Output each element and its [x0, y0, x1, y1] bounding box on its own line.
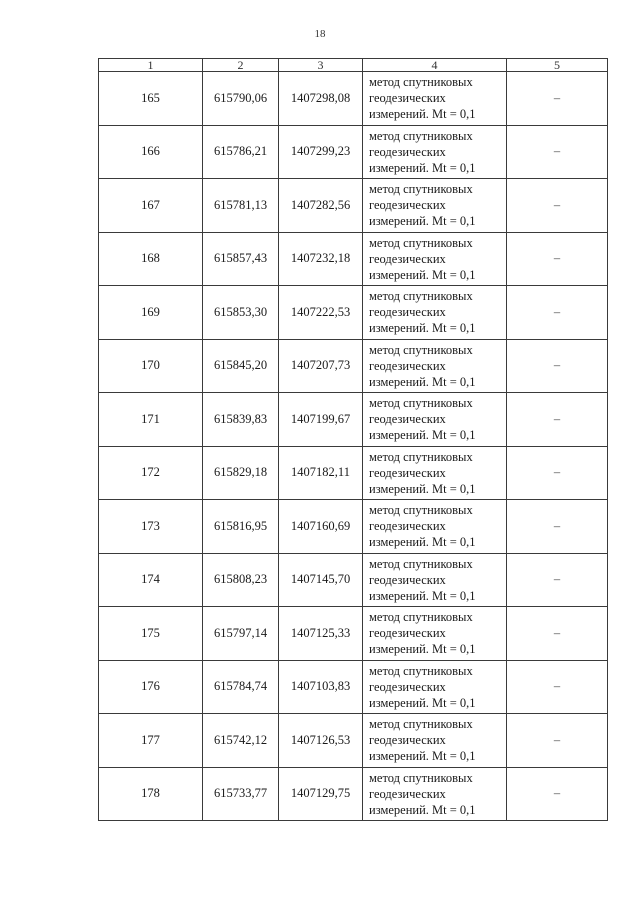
method-line: геодезических	[369, 358, 446, 373]
y-coordinate-cell: 1407299,23	[279, 125, 363, 179]
table-row	[99, 339, 608, 393]
method-line: геодезических	[369, 465, 446, 480]
method-cell	[363, 660, 507, 714]
y-coordinate-cell: 1407103,83	[279, 660, 363, 714]
y-coordinate-cell: 1407125,33	[279, 607, 363, 661]
point-number-cell: 172	[99, 446, 203, 500]
note-cell: –	[507, 393, 608, 447]
note-cell: –	[507, 714, 608, 768]
method-line: метод спутниковых	[369, 182, 473, 197]
method-line: метод спутниковых	[369, 503, 473, 518]
note-cell: –	[507, 286, 608, 340]
note-cell: –	[507, 339, 608, 393]
x-coordinate-cell: 615781,13	[203, 179, 279, 233]
table-row	[99, 232, 608, 286]
coordinates-table	[98, 58, 608, 821]
method-line: геодезических	[369, 305, 446, 320]
point-number-cell: 176	[99, 660, 203, 714]
y-coordinate-cell: 1407145,70	[279, 553, 363, 607]
method-line: измерений. Mt = 0,1	[369, 695, 476, 710]
method-cell	[363, 767, 507, 821]
point-number-cell: 165	[99, 72, 203, 126]
y-coordinate-cell: 1407232,18	[279, 232, 363, 286]
x-coordinate-cell: 615790,06	[203, 72, 279, 126]
method-line: измерений. Mt = 0,1	[369, 160, 476, 175]
method-line: измерений. Mt = 0,1	[369, 107, 476, 122]
y-coordinate-cell: 1407282,56	[279, 179, 363, 233]
method-line: геодезических	[369, 91, 446, 106]
method-line: метод спутниковых	[369, 663, 473, 678]
x-coordinate-cell: 615839,83	[203, 393, 279, 447]
table-row	[99, 500, 608, 554]
method-cell	[363, 179, 507, 233]
column-header: 5	[507, 59, 608, 72]
method-line: метод спутниковых	[369, 770, 473, 785]
x-coordinate-cell: 615742,12	[203, 714, 279, 768]
method-cell	[363, 714, 507, 768]
note-cell: –	[507, 72, 608, 126]
method-line: геодезических	[369, 144, 446, 159]
column-header: 2	[203, 59, 279, 72]
method-line: геодезических	[369, 733, 446, 748]
y-coordinate-cell: 1407298,08	[279, 72, 363, 126]
method-line: метод спутниковых	[369, 75, 473, 90]
method-cell	[363, 339, 507, 393]
method-line: геодезических	[369, 786, 446, 801]
column-header: 3	[279, 59, 363, 72]
column-header: 1	[99, 59, 203, 72]
method-line: геодезических	[369, 412, 446, 427]
method-cell	[363, 500, 507, 554]
y-coordinate-cell: 1407222,53	[279, 286, 363, 340]
method-line: геодезических	[369, 251, 446, 266]
method-line: измерений. Mt = 0,1	[369, 588, 476, 603]
column-header: 4	[363, 59, 507, 72]
method-line: геодезических	[369, 679, 446, 694]
point-number-cell: 174	[99, 553, 203, 607]
point-number-cell: 167	[99, 179, 203, 233]
note-cell: –	[507, 767, 608, 821]
x-coordinate-cell: 615829,18	[203, 446, 279, 500]
table-row	[99, 393, 608, 447]
point-number-cell: 170	[99, 339, 203, 393]
note-cell: –	[507, 232, 608, 286]
method-cell	[363, 393, 507, 447]
method-line: метод спутниковых	[369, 289, 473, 304]
method-line: измерений. Mt = 0,1	[369, 267, 476, 282]
method-line: геодезических	[369, 519, 446, 534]
method-line: метод спутниковых	[369, 342, 473, 357]
method-cell	[363, 553, 507, 607]
y-coordinate-cell: 1407160,69	[279, 500, 363, 554]
note-cell: –	[507, 179, 608, 233]
table-row	[99, 446, 608, 500]
table-row	[99, 286, 608, 340]
method-cell	[363, 607, 507, 661]
x-coordinate-cell: 615853,30	[203, 286, 279, 340]
point-number-cell: 177	[99, 714, 203, 768]
point-number-cell: 175	[99, 607, 203, 661]
method-line: измерений. Mt = 0,1	[369, 374, 476, 389]
x-coordinate-cell: 615857,43	[203, 232, 279, 286]
method-line: метод спутниковых	[369, 128, 473, 143]
method-line: метод спутниковых	[369, 556, 473, 571]
point-number-cell: 166	[99, 125, 203, 179]
method-line: измерений. Mt = 0,1	[369, 214, 476, 229]
method-cell	[363, 232, 507, 286]
table-row	[99, 660, 608, 714]
method-line: измерений. Mt = 0,1	[369, 481, 476, 496]
point-number-cell: 178	[99, 767, 203, 821]
method-line: геодезических	[369, 626, 446, 641]
method-line: метод спутниковых	[369, 449, 473, 464]
table-row	[99, 179, 608, 233]
y-coordinate-cell: 1407207,73	[279, 339, 363, 393]
x-coordinate-cell: 615808,23	[203, 553, 279, 607]
method-line: геодезических	[369, 198, 446, 213]
method-line: геодезических	[369, 572, 446, 587]
page-number: 18	[314, 28, 326, 40]
x-coordinate-cell: 615786,21	[203, 125, 279, 179]
method-line: измерений. Mt = 0,1	[369, 428, 476, 443]
method-line: метод спутниковых	[369, 235, 473, 250]
x-coordinate-cell: 615784,74	[203, 660, 279, 714]
note-cell: –	[507, 660, 608, 714]
method-cell	[363, 446, 507, 500]
method-line: измерений. Mt = 0,1	[369, 321, 476, 336]
point-number-cell: 173	[99, 500, 203, 554]
table-header-row	[99, 59, 608, 72]
method-line: метод спутниковых	[369, 396, 473, 411]
y-coordinate-cell: 1407182,11	[279, 446, 363, 500]
method-cell	[363, 72, 507, 126]
x-coordinate-cell: 615845,20	[203, 339, 279, 393]
x-coordinate-cell: 615797,14	[203, 607, 279, 661]
note-cell: –	[507, 446, 608, 500]
x-coordinate-cell: 615816,95	[203, 500, 279, 554]
note-cell: –	[507, 607, 608, 661]
method-cell	[363, 286, 507, 340]
table-row	[99, 607, 608, 661]
method-line: измерений. Mt = 0,1	[369, 642, 476, 657]
y-coordinate-cell: 1407199,67	[279, 393, 363, 447]
point-number-cell: 169	[99, 286, 203, 340]
table-row	[99, 72, 608, 126]
method-line: метод спутниковых	[369, 717, 473, 732]
method-line: измерений. Mt = 0,1	[369, 535, 476, 550]
point-number-cell: 168	[99, 232, 203, 286]
table-row	[99, 125, 608, 179]
method-line: измерений. Mt = 0,1	[369, 802, 476, 817]
table-row	[99, 767, 608, 821]
note-cell: –	[507, 553, 608, 607]
y-coordinate-cell: 1407129,75	[279, 767, 363, 821]
x-coordinate-cell: 615733,77	[203, 767, 279, 821]
point-number-cell: 171	[99, 393, 203, 447]
y-coordinate-cell: 1407126,53	[279, 714, 363, 768]
method-cell	[363, 125, 507, 179]
table-row	[99, 714, 608, 768]
note-cell: –	[507, 125, 608, 179]
method-line: метод спутниковых	[369, 610, 473, 625]
method-line: измерений. Mt = 0,1	[369, 749, 476, 764]
note-cell: –	[507, 500, 608, 554]
table-row	[99, 553, 608, 607]
